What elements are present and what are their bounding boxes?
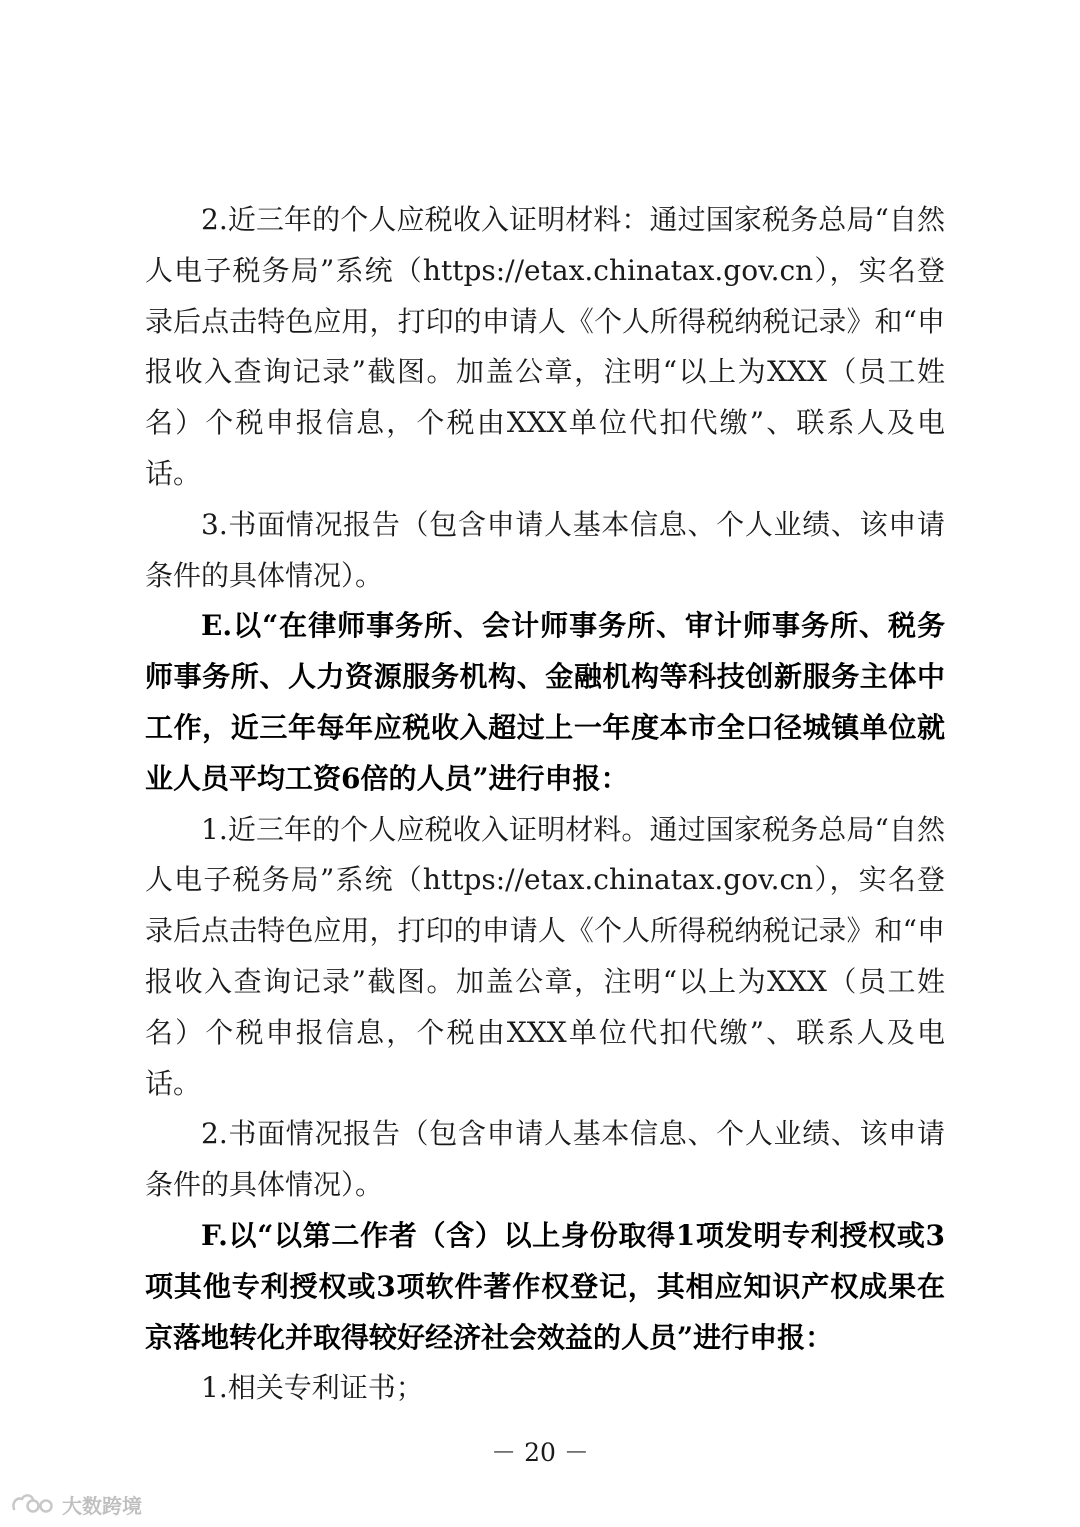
page-number: － 20 － [491,1438,589,1467]
paragraph-patent-certificate-1: 1.相关专利证书； [201,1371,424,1405]
watermark-text: 大数跨境 [62,1493,142,1518]
paragraph-written-report-2: 2.书面情况报告（包含申请人基本信息、个人业绩、该申请条件的具体情况）。 [145,1117,945,1202]
watermark [10,1489,142,1519]
section-heading-f: F.以“以第二作者（含）以上身份取得1项发明专利授权或3项其他专利授权或3项软件著作权登记，其相应知识产权成果在京落地转化并取得较好经济社会效益的人员”进行申报： [145,1218,945,1354]
paragraph-written-report-3: 3.书面情况报告（包含申请人基本信息、个人业绩、该申请条件的具体情况）。 [145,507,945,592]
paragraph-income-proof-1: 1.近三年的个人应税收入证明材料。通过国家税务总局“自然人电子税务局”系统（https://etax.chinatax.gov.cn），实名登录后点击特色应用，打印的申请人《个人所得税纳税记录》和“申报收入查询记录”截图。加盖公章，注明“以上为XXX（员工姓名）个税申报信息，个税由XXX单位代扣代缴”、联系人及电话。 [145,812,945,1100]
section-heading-e: E.以“在律师事务所、会计师事务所、审计师事务所、税务师事务所、人力资源服务机构、金融机构等科技创新服务主体中工作，近三年每年应税收入超过上一年度本市全口径城镇单位就业人员平均工资6倍的人员”进行申报： [145,609,945,795]
paragraph-income-proof-2: 2.近三年的个人应税收入证明材料：通过国家税务总局“自然人电子税务局”系统（https://etax.chinatax.gov.cn），实名登录后点击特色应用，打印的申请人《个人所得税纳税记录》和“申报收入查询记录”截图。加盖公章，注明“以上为XXX（员工姓名）个税申报信息，个税由XXX单位代扣代缴”、联系人及电话。 [145,203,945,490]
document-body [145,195,945,1414]
watermark-logo-icon [10,1491,56,1517]
